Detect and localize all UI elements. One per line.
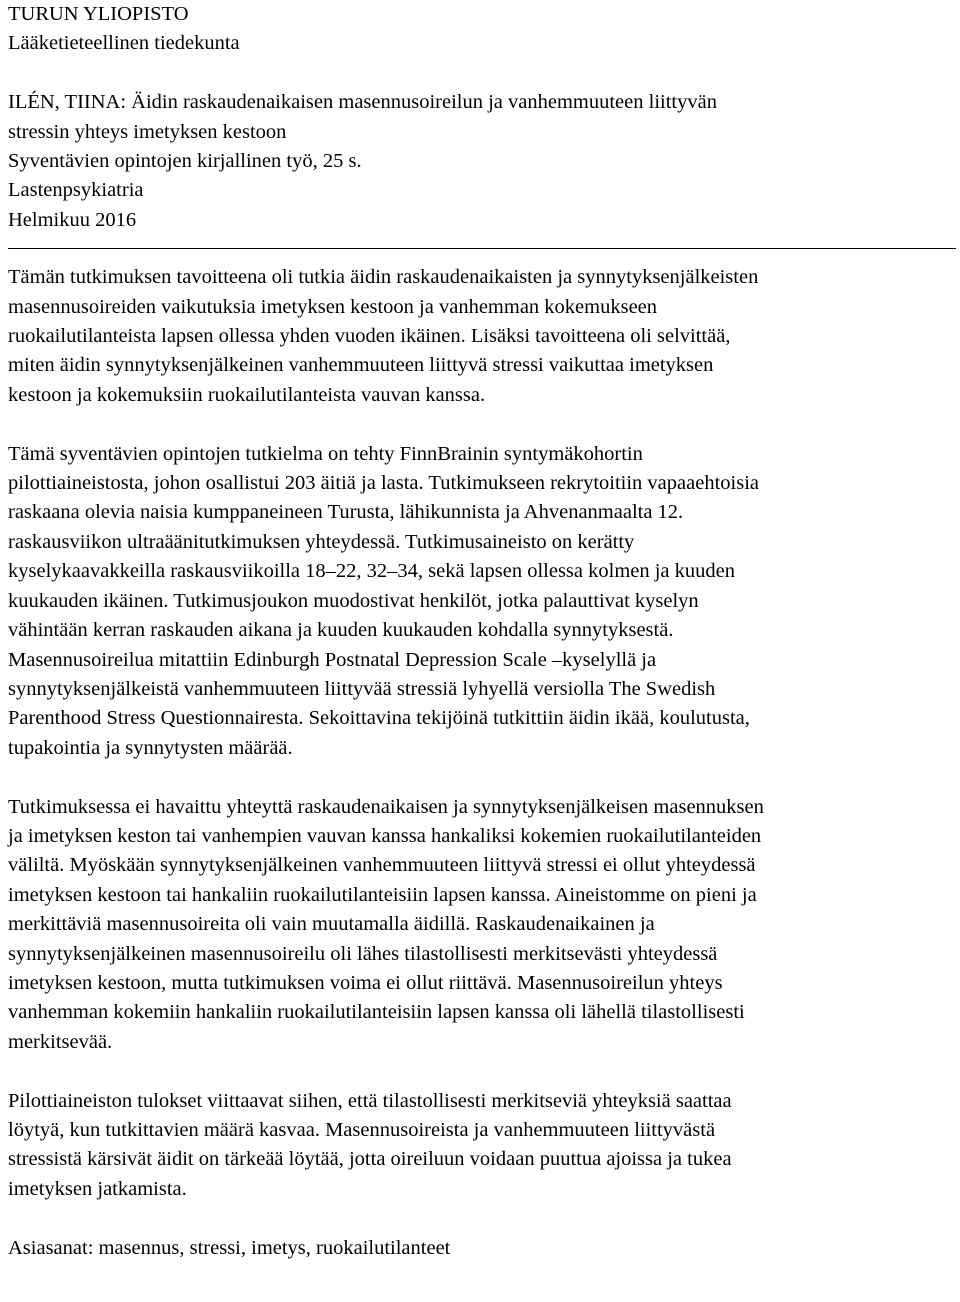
keywords-line: Asiasanat: masennus, stressi, imetys, ruokailutilanteet <box>8 1236 451 1259</box>
paragraph-line: synnytyksenjälkeistä vanhemmuuteen liittyvää stressiä lyhyellä versiolla The Swedish <box>8 677 716 700</box>
abstract-paragraph-4 <box>8 1087 952 1205</box>
paragraph-line: kyselykaavakkeilla raskausviikoilla 18–22, 32–34, sekä lapsen ollessa kolmen ja kuuden <box>8 560 736 583</box>
paragraph-line: kestoon ja kokemuksiin ruokailutilanteista vauvan kanssa. <box>8 383 486 406</box>
paragraph-line: Parenthood Stress Questionnairesta. Sekoittavina tekijöinä tutkittiin äidin ikää, koulutusta, <box>8 707 750 730</box>
paragraph-line: miten äidin synnytyksenjälkeinen vanhemmuuteen liittyvä stressi vaikuttaa imetyksen <box>8 354 714 377</box>
paragraph-gap <box>8 1057 952 1086</box>
keywords <box>8 1234 952 1263</box>
paragraph-gap <box>8 410 952 439</box>
document-header <box>8 0 952 235</box>
paragraph-line: Tutkimuksessa ei havaittu yhteyttä raskaudenaikaisen ja synnytyksenjälkeisen masennuksen <box>8 795 764 818</box>
paragraph-line: merkitsevää. <box>8 1030 113 1053</box>
paragraph-line: ja imetyksen keston tai vanhempien vauvan kanssa hankaliksi kokemien ruokailutilanteiden <box>8 824 762 847</box>
thesis-title-line-1: ILÉN, TIINA: Äidin raskaudenaikaisen masennusoireilun ja vanhemmuuteen liittyvän <box>8 91 717 114</box>
paragraph-line: vähintään kerran raskauden aikana ja kuuden kuukauden kohdalla synnytyksestä. <box>8 619 674 642</box>
paragraph-line: raskausviikon ultraäänitutkimuksen yhteydessä. Tutkimusaineisto on kerätty <box>8 530 635 553</box>
abstract-paragraph-3 <box>8 793 952 1058</box>
paragraph-line: Pilottiaineiston tulokset viittaavat siihen, että tilastollisesti merkitseviä yhteyksiä saattaa <box>8 1089 732 1112</box>
paragraph-line: imetyksen kestoon tai hankaliin ruokailutilanteisiin lapsen kanssa. Aineistomme on pieni ja <box>8 883 757 906</box>
header-divider <box>8 248 956 249</box>
abstract-body <box>8 263 952 1263</box>
paragraph-line: raskaana olevia naisia kumppaneineen Turusta, lähikunnista ja Ahvenanmaalta 12. <box>8 501 684 524</box>
paragraph-line: imetyksen jatkamista. <box>8 1177 187 1200</box>
thesis-title-line-2: stressin yhteys imetyksen kestoon <box>8 120 287 143</box>
header-spacer <box>8 59 952 88</box>
university-name: TURUN YLIOPISTO <box>8 3 189 25</box>
work-type: Syventävien opintojen kirjallinen työ, 25 s. <box>8 150 362 173</box>
paragraph-line: pilottiaineistosta, johon osallistui 203 äitiä ja lasta. Tutkimukseen rekrytoitiin vapaaehtoisia <box>8 472 759 495</box>
paragraph-line: Tämän tutkimuksen tavoitteena oli tutkia äidin raskaudenaikaisten ja synnytyksenjälkeisten <box>8 266 759 289</box>
paragraph-line: tupakointia ja synnytysten määrää. <box>8 736 293 759</box>
abstract-paragraph-1 <box>8 263 952 410</box>
paragraph-line: stressistä kärsivät äidit on tärkeää löytää, jotta oireiluun voidaan puuttua ajoissa ja tukea <box>8 1148 732 1171</box>
paragraph-gap <box>8 763 952 792</box>
paragraph-line: Tämä syventävien opintojen tutkielma on tehty FinnBrainin syntymäkohortin <box>8 442 643 465</box>
paragraph-line: imetyksen kestoon, mutta tutkimuksen voima ei ollut riittävä. Masennusoireilun yhteys <box>8 971 723 994</box>
paragraph-line: synnytyksenjälkeinen masennusoireilu oli lähes tilastollisesti merkitsevästi yhteydessä <box>8 942 718 965</box>
paragraph-line: merkittäviä masennusoireita oli vain muutamalla äidillä. Raskaudenaikainen ja <box>8 913 655 936</box>
subject: Lastenpsykiatria <box>8 179 144 202</box>
paragraph-gap <box>8 1204 952 1233</box>
paragraph-line: kuukauden ikäinen. Tutkimusjoukon muodostivat henkilöt, jotka palauttivat kyselyn <box>8 589 699 612</box>
paragraph-line: löytyä, kun tutkittavien määrä kasvaa. Masennusoireista ja vanhemmuuteen liittyvästä <box>8 1118 716 1141</box>
abstract-paragraph-2 <box>8 440 952 763</box>
faculty-name: Lääketieteellinen tiedekunta <box>8 32 240 55</box>
date: Helmikuu 2016 <box>8 208 137 231</box>
paragraph-line: ruokailutilanteista lapsen ollessa yhden vuoden ikäinen. Lisäksi tavoitteena oli selvittää, <box>8 325 731 348</box>
paragraph-line: väliltä. Myöskään synnytyksenjälkeinen vanhemmuuteen liittyvä stressi ei ollut yhteydessä <box>8 854 756 877</box>
paragraph-line: masennusoireiden vaikutuksia imetyksen kestoon ja vanhemman kokemukseen <box>8 295 658 318</box>
paragraph-line: Masennusoireilua mitattiin Edinburgh Postnatal Depression Scale –kyselyllä ja <box>8 648 657 671</box>
paragraph-line: vanhemman kokemiin hankaliin ruokailutilanteisiin lapsen kanssa oli lähellä tilastollisesti <box>8 1001 745 1024</box>
